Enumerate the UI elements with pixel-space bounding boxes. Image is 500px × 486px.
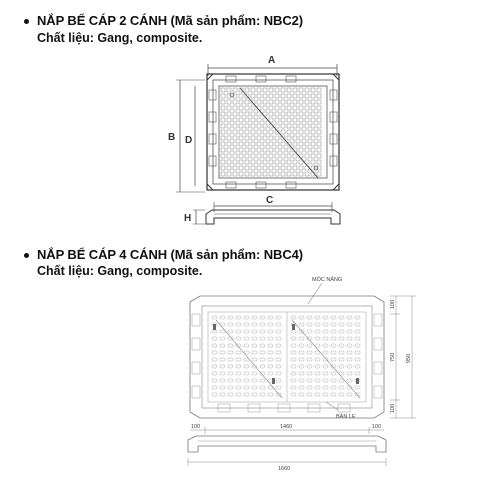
grid-slot: [268, 372, 273, 375]
grid-slot: [355, 386, 360, 389]
grid-slot: [339, 344, 344, 347]
grid-slot: [347, 330, 352, 333]
grid-slot: [236, 351, 241, 354]
grid-slot: [315, 344, 320, 347]
grid-slot: [339, 351, 344, 354]
grid-slot: [252, 330, 257, 333]
grid-slot: [220, 365, 225, 368]
grid-slot: [276, 358, 281, 361]
grid-slot: [220, 386, 225, 389]
grid-slot: [339, 393, 344, 396]
grid-slot: [252, 316, 257, 319]
grid-slot: [323, 344, 328, 347]
grid-slot: [339, 379, 344, 382]
grid-slot: [228, 344, 233, 347]
grid-slot: [212, 393, 217, 396]
grid-slot: [307, 365, 312, 368]
grid-slot: [299, 316, 304, 319]
grid-slot: [260, 393, 265, 396]
grid-slot: [299, 365, 304, 368]
grid-slot: [236, 323, 241, 326]
grid-slot: [268, 330, 273, 333]
grid-slot: [252, 379, 257, 382]
grid-slot: [260, 386, 265, 389]
grid-slot: [315, 372, 320, 375]
grid-slot: [331, 379, 336, 382]
grid-slot: [291, 344, 296, 347]
grid-slot: [260, 365, 265, 368]
grid-slot: [212, 358, 217, 361]
product-1-title: NẮP BỂ CÁP 2 CÁNH (Mã sản phẩm: NBC2): [37, 13, 303, 28]
grid-slot: [307, 372, 312, 375]
grid-slot: [299, 351, 304, 354]
grid-slot: [355, 365, 360, 368]
grid-slot: [323, 337, 328, 340]
dim-bottom-mid: 1460: [280, 424, 293, 430]
grid-slot: [228, 393, 233, 396]
grid-slot: [252, 372, 257, 375]
grid-slot: [323, 379, 328, 382]
grid-slot: [299, 393, 304, 396]
grid-slot: [291, 330, 296, 333]
cover-4-section: [188, 424, 386, 472]
grid-slot: [244, 379, 249, 382]
product-2-title: NẮP BỂ CÁP 4 CÁNH (Mã sản phẩm: NBC4): [37, 247, 303, 262]
grid-slot: [355, 372, 360, 375]
grid-slot: [212, 344, 217, 347]
product-2-material: Chất liệu: Gang, composite.: [37, 264, 203, 278]
dim-label-h: H: [184, 213, 192, 224]
grid-slot: [212, 372, 217, 375]
grid-slot: [339, 316, 344, 319]
dim-bottom-left: 100: [191, 424, 201, 430]
grid-slot: [244, 365, 249, 368]
grid-slot: [291, 372, 296, 375]
grid-slot: [299, 344, 304, 347]
grid-slot: [339, 330, 344, 333]
grid-slot: [252, 351, 257, 354]
grid-slot: [260, 337, 265, 340]
grid-slot: [260, 316, 265, 319]
grid-slot: [260, 379, 265, 382]
grid-slot: [323, 365, 328, 368]
grid-slot: [331, 386, 336, 389]
grid-slot: [276, 372, 281, 375]
grid-slot: [323, 351, 328, 354]
grid-slot: [291, 365, 296, 368]
grid-slot: [339, 365, 344, 368]
grid-slot: [347, 351, 352, 354]
grid-slot: [307, 358, 312, 361]
grid-slot: [268, 393, 273, 396]
dim-side-top: 100: [390, 299, 396, 309]
grid-slot: [331, 316, 336, 319]
grid-slot: [276, 351, 281, 354]
grid-slot: [220, 316, 225, 319]
grid-slot: [212, 386, 217, 389]
grid-slot: [315, 330, 320, 333]
grid-slot: [291, 386, 296, 389]
grid-slot: [260, 330, 265, 333]
grid-slot: [276, 323, 281, 326]
grid-slot: [228, 379, 233, 382]
grid-slot: [323, 372, 328, 375]
grid-slot: [236, 365, 241, 368]
grid-slot: [331, 393, 336, 396]
grid-slot: [323, 393, 328, 396]
grid-slot: [307, 344, 312, 347]
grid-slot: [323, 316, 328, 319]
grid-slot: [252, 393, 257, 396]
grid-slot: [228, 372, 233, 375]
grid-slot: [268, 323, 273, 326]
grid-slot: [315, 358, 320, 361]
grid-slot: [339, 337, 344, 340]
grid-slot: [347, 386, 352, 389]
grid-slot: [212, 379, 217, 382]
grid-slot: [260, 351, 265, 354]
grid-slot: [268, 344, 273, 347]
grid-slot: [236, 379, 241, 382]
dim-bottom-total: 1660: [278, 466, 291, 472]
grid-slot: [347, 379, 352, 382]
grid-slot: [244, 330, 249, 333]
grid-slot: [220, 358, 225, 361]
grid-slot: [244, 372, 249, 375]
dim-label-a: A: [268, 55, 276, 66]
dim-label-b: B: [168, 132, 176, 143]
grid-slot: [291, 358, 296, 361]
grid-slot: [331, 351, 336, 354]
grid-slot: [276, 330, 281, 333]
grid-slot: [315, 323, 320, 326]
grid-slot: [355, 351, 360, 354]
grid-slot: [244, 393, 249, 396]
grid-slot: [236, 386, 241, 389]
grid-slot: [260, 358, 265, 361]
grid-slot: [355, 337, 360, 340]
grid-slot: [260, 323, 265, 326]
grid-slot: [291, 337, 296, 340]
grid-slot: [276, 316, 281, 319]
grid-slot: [347, 344, 352, 347]
grid-slot: [252, 337, 257, 340]
grid-slot: [347, 393, 352, 396]
grid-slot: [244, 323, 249, 326]
grid-slot: [212, 365, 217, 368]
grid-slot: [299, 358, 304, 361]
grid-slot: [339, 386, 344, 389]
grid-slot: [307, 393, 312, 396]
grid-slot: [220, 393, 225, 396]
grid-slot: [244, 316, 249, 319]
grid-slot: [347, 337, 352, 340]
grid-slot: [220, 351, 225, 354]
grid-slot: [307, 379, 312, 382]
dim-label-d: D: [185, 135, 193, 146]
grid-slot: [331, 358, 336, 361]
grid-slot: [307, 316, 312, 319]
grid-slot: [307, 323, 312, 326]
grid-slot: [299, 379, 304, 382]
grid-slot: [299, 323, 304, 326]
grid-slot: [315, 393, 320, 396]
grid-slot: [315, 365, 320, 368]
grid-slot: [276, 365, 281, 368]
dim-side-total: 950: [406, 353, 412, 363]
grid-slot: [291, 316, 296, 319]
dim-side-mid: 750: [390, 352, 396, 362]
grid-slot: [220, 330, 225, 333]
dim-label-c: C: [266, 195, 274, 206]
grid-slot: [339, 358, 344, 361]
grid-slot: [228, 316, 233, 319]
grid-slot: [220, 372, 225, 375]
grid-slot: [331, 330, 336, 333]
grid-slot: [244, 344, 249, 347]
grid-slot: [339, 323, 344, 326]
grid-slot: [315, 386, 320, 389]
grid-slot: [228, 365, 233, 368]
grid-slot: [331, 337, 336, 340]
grid-slot: [236, 358, 241, 361]
grid-slot: [347, 358, 352, 361]
grid-slot: [236, 393, 241, 396]
grid-slot: [299, 337, 304, 340]
dim-side-bottom: 100: [390, 403, 396, 413]
grid-slot: [236, 316, 241, 319]
grid-slot: [315, 379, 320, 382]
label-lifting-hook: MÓC NÂNG: [312, 277, 343, 283]
grid-slot: [220, 337, 225, 340]
dim-bottom-right: 100: [372, 424, 382, 430]
grid-slot: [268, 316, 273, 319]
grid-slot: [276, 386, 281, 389]
grid-slot: [355, 323, 360, 326]
grid-slot: [268, 365, 273, 368]
grid-slot: [315, 316, 320, 319]
grid-slot: [347, 316, 352, 319]
grid-slot: [291, 351, 296, 354]
grid-slot: [331, 323, 336, 326]
grid-slot: [252, 344, 257, 347]
grid-slot: [228, 386, 233, 389]
grid-slot: [331, 344, 336, 347]
grid-slot: [244, 337, 249, 340]
grid-slot: [299, 372, 304, 375]
grid-slot: [291, 393, 296, 396]
grid-slot: [323, 330, 328, 333]
grid-slot: [347, 372, 352, 375]
grid-slot: [355, 316, 360, 319]
grid-slot: [355, 330, 360, 333]
side-dimensions: [390, 296, 416, 418]
grid-slot: [355, 344, 360, 347]
grid-slot: [252, 386, 257, 389]
grid-slot: [228, 351, 233, 354]
grid-slot: [268, 351, 273, 354]
grid-slot: [236, 330, 241, 333]
grid-slot: [228, 330, 233, 333]
grid-slot: [355, 358, 360, 361]
grid-slot: [276, 337, 281, 340]
grid-slot: [347, 323, 352, 326]
grid-slot: [276, 344, 281, 347]
grid-slot: [315, 337, 320, 340]
grid-slot: [291, 379, 296, 382]
grid-slot: [236, 372, 241, 375]
grid-slot: [268, 337, 273, 340]
grid-slot: [228, 323, 233, 326]
grid-slot: [212, 351, 217, 354]
cover-4-plan: [190, 276, 384, 420]
grid-slot: [347, 365, 352, 368]
grid-slot: [212, 330, 217, 333]
grid-slot: [252, 323, 257, 326]
grid-slot: [252, 358, 257, 361]
grid-slot: [307, 351, 312, 354]
grid-slot: [260, 344, 265, 347]
label-hinge: BẢN LE: [336, 414, 356, 420]
grid-slot: [212, 316, 217, 319]
grid-slot: [228, 358, 233, 361]
product-1-material: Chất liệu: Gang, composite.: [37, 31, 203, 45]
grid-slot: [323, 323, 328, 326]
grid-slot: [299, 386, 304, 389]
grid-slot: [212, 337, 217, 340]
grid-slot: [220, 344, 225, 347]
grid-slot: [276, 379, 281, 382]
grid-slot: [220, 379, 225, 382]
grid-slot: [307, 386, 312, 389]
grid-slot: [323, 386, 328, 389]
grid-slot: [307, 330, 312, 333]
grid-slot: [244, 386, 249, 389]
grid-slot: [331, 372, 336, 375]
grid-slot: [236, 337, 241, 340]
grid-slot: [268, 358, 273, 361]
